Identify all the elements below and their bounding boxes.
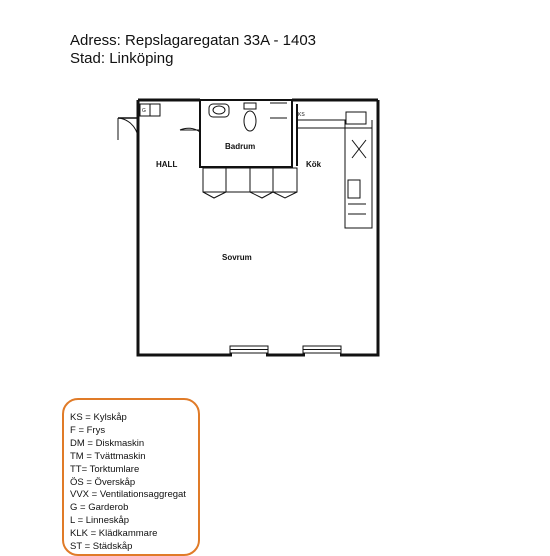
legend-item: ÖS = Överskåp <box>70 476 136 488</box>
toilet-tank-icon <box>244 103 256 109</box>
wardrobe-row <box>203 168 297 198</box>
bottom-windows <box>230 346 341 353</box>
stove-icon <box>346 112 366 124</box>
room-label-bathroom: Badrum <box>225 142 256 151</box>
legend-item: KS = Kylskåp <box>70 412 127 423</box>
legend-item: ST = Städskåp <box>70 541 133 553</box>
room-label-hall: HALL <box>156 160 178 169</box>
legend-item: L = Linneskåp <box>70 515 130 527</box>
legend-item: TM = Tvättmaskin <box>70 450 146 462</box>
room-label-bedroom: Sovrum <box>222 253 252 262</box>
legend-item: DM = Diskmaskin <box>70 437 145 449</box>
room-label-kitchen: Kök <box>306 160 322 169</box>
address-value: Repslagaregatan 33A - 1403 <box>125 32 317 49</box>
legend-box <box>62 398 200 556</box>
kitchen-unit-label: KS <box>298 112 305 118</box>
legend-item: VVX = Ventilationsaggregat <box>70 489 186 501</box>
kitchen-counter <box>296 112 372 228</box>
legend-item: G = Garderob <box>70 502 129 514</box>
dishwasher-icon <box>348 180 360 198</box>
city-label: Stad: <box>70 50 106 67</box>
legend-item: TT= Torktumlare <box>70 463 140 475</box>
city-value: Linköping <box>109 50 174 67</box>
bathroom-door <box>180 128 200 132</box>
bathroom <box>200 100 292 167</box>
entrance-door <box>118 118 138 142</box>
legend-item: F = Frys <box>70 424 106 436</box>
legend-list <box>64 400 198 554</box>
address-label: Adress: <box>70 32 121 49</box>
legend-item: KLK = Klädkammare <box>70 528 158 540</box>
hall-cabinet-label: G <box>142 108 146 114</box>
toilet-icon <box>244 111 256 131</box>
outer-walls <box>138 100 378 355</box>
